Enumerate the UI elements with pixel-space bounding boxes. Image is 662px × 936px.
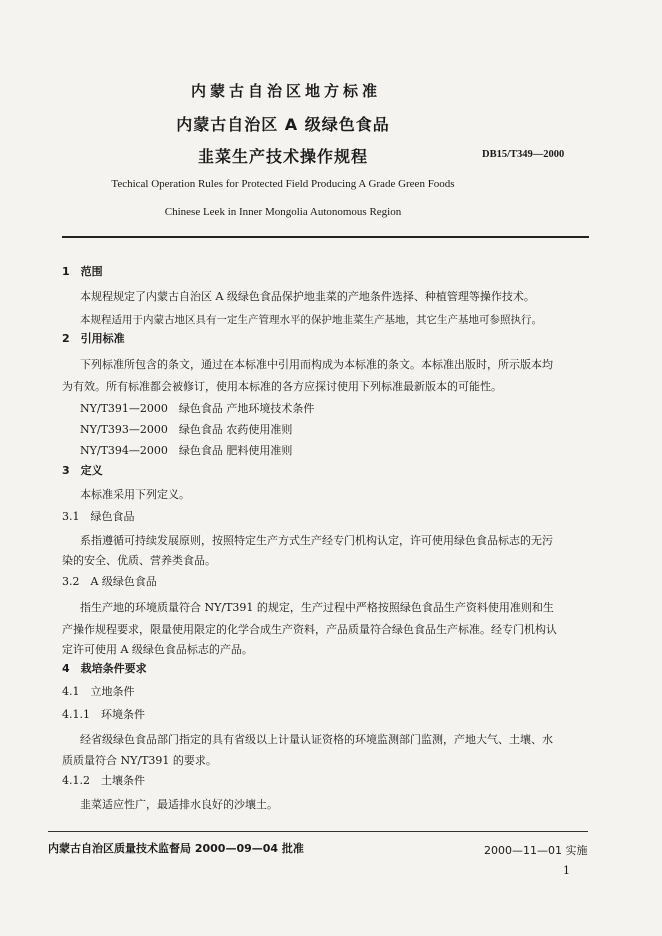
reference-item: NY/T393—2000 绿色食品 农药使用准则 <box>80 423 293 436</box>
section-heading: 4.1.1 环境条件 <box>62 708 145 721</box>
footer-divider <box>48 831 588 832</box>
section-heading: 3.2 A 级绿色食品 <box>62 575 157 588</box>
effective-date: 2000—11—01 实施 <box>484 844 588 857</box>
paragraph: 韭菜适应性广，最适排水良好的沙壤土。 <box>80 798 278 811</box>
section-heading: 4.1.2 土壤条件 <box>62 774 145 787</box>
paragraph: 质质量符合 NY/T391 的要求。 <box>62 754 217 767</box>
approval-authority: 内蒙古自治区质量技术监督局 2000—09—04 批准 <box>48 842 304 855</box>
paragraph: 染的安全、优质、营养类食品。 <box>62 554 216 567</box>
reference-item: NY/T391—2000 绿色食品 产地环境技术条件 <box>80 402 315 415</box>
english-title-line1: Techical Operation Rules for Protected Field Producing A Grade Green Foods <box>111 178 455 190</box>
paragraph: 为有效。所有标准都会被修订，使用本标准的各方应探讨使用下列标准最新版本的可能性。 <box>62 380 502 393</box>
section-heading: 4 栽培条件要求 <box>62 662 147 675</box>
document-title-line2: 韭菜生产技术操作规程 <box>197 147 368 166</box>
paragraph: 本规程适用于内蒙古地区具有一定生产管理水平的保护地韭菜生产基地，其它生产基地可参照执行。 <box>80 314 542 326</box>
standard-category-title: 内蒙古自治区地方标准 <box>190 82 381 100</box>
paragraph: 本规程规定了内蒙古自治区 A 级绿色食品保护地韭菜的产地条件选择、种植管理等操作技术。 <box>80 290 535 303</box>
standard-code: DB15/T349—2000 <box>482 149 565 160</box>
english-title-line2: Chinese Leek in Inner Mongolia Autonomous Region <box>164 206 402 218</box>
reference-item: NY/T394—2000 绿色食品 肥料使用准则 <box>80 444 293 457</box>
paragraph: 系指遵循可持续发展原则，按照特定生产方式生产经专门机构认定，许可使用绿色食品标志的无污 <box>80 534 553 547</box>
paragraph: 本标准采用下列定义。 <box>80 488 190 501</box>
section-heading: 3 定义 <box>62 464 103 477</box>
section-heading: 4.1 立地条件 <box>62 685 135 698</box>
paragraph: 指生产地的环境质量符合 NY/T391 的规定，生产过程中严格按照绿色食品生产资料使用准则和生 <box>80 601 554 614</box>
paragraph: 下列标准所包含的条文，通过在本标准中引用而构成为本标准的条文。本标准出版时，所示版本均 <box>80 358 553 371</box>
paragraph: 产操作规程要求，限量使用限定的化学合成生产资料，产品质量符合绿色食品生产标准。经专门机构认 <box>62 623 557 636</box>
page-number: 1 <box>563 864 570 877</box>
header-divider <box>62 236 589 238</box>
paragraph: 定许可使用 A 级绿色食品标志的产品。 <box>62 643 253 656</box>
section-heading: 1 范围 <box>62 265 103 278</box>
section-heading: 2 引用标准 <box>62 332 125 345</box>
document-title-line1: 内蒙古自治区 A 级绿色食品 <box>176 115 390 134</box>
paragraph: 经省级绿色食品部门指定的具有省级以上计量认证资格的环境监测部门监测，产地大气、土壤、水 <box>80 733 553 746</box>
section-heading: 3.1 绿色食品 <box>62 510 135 523</box>
